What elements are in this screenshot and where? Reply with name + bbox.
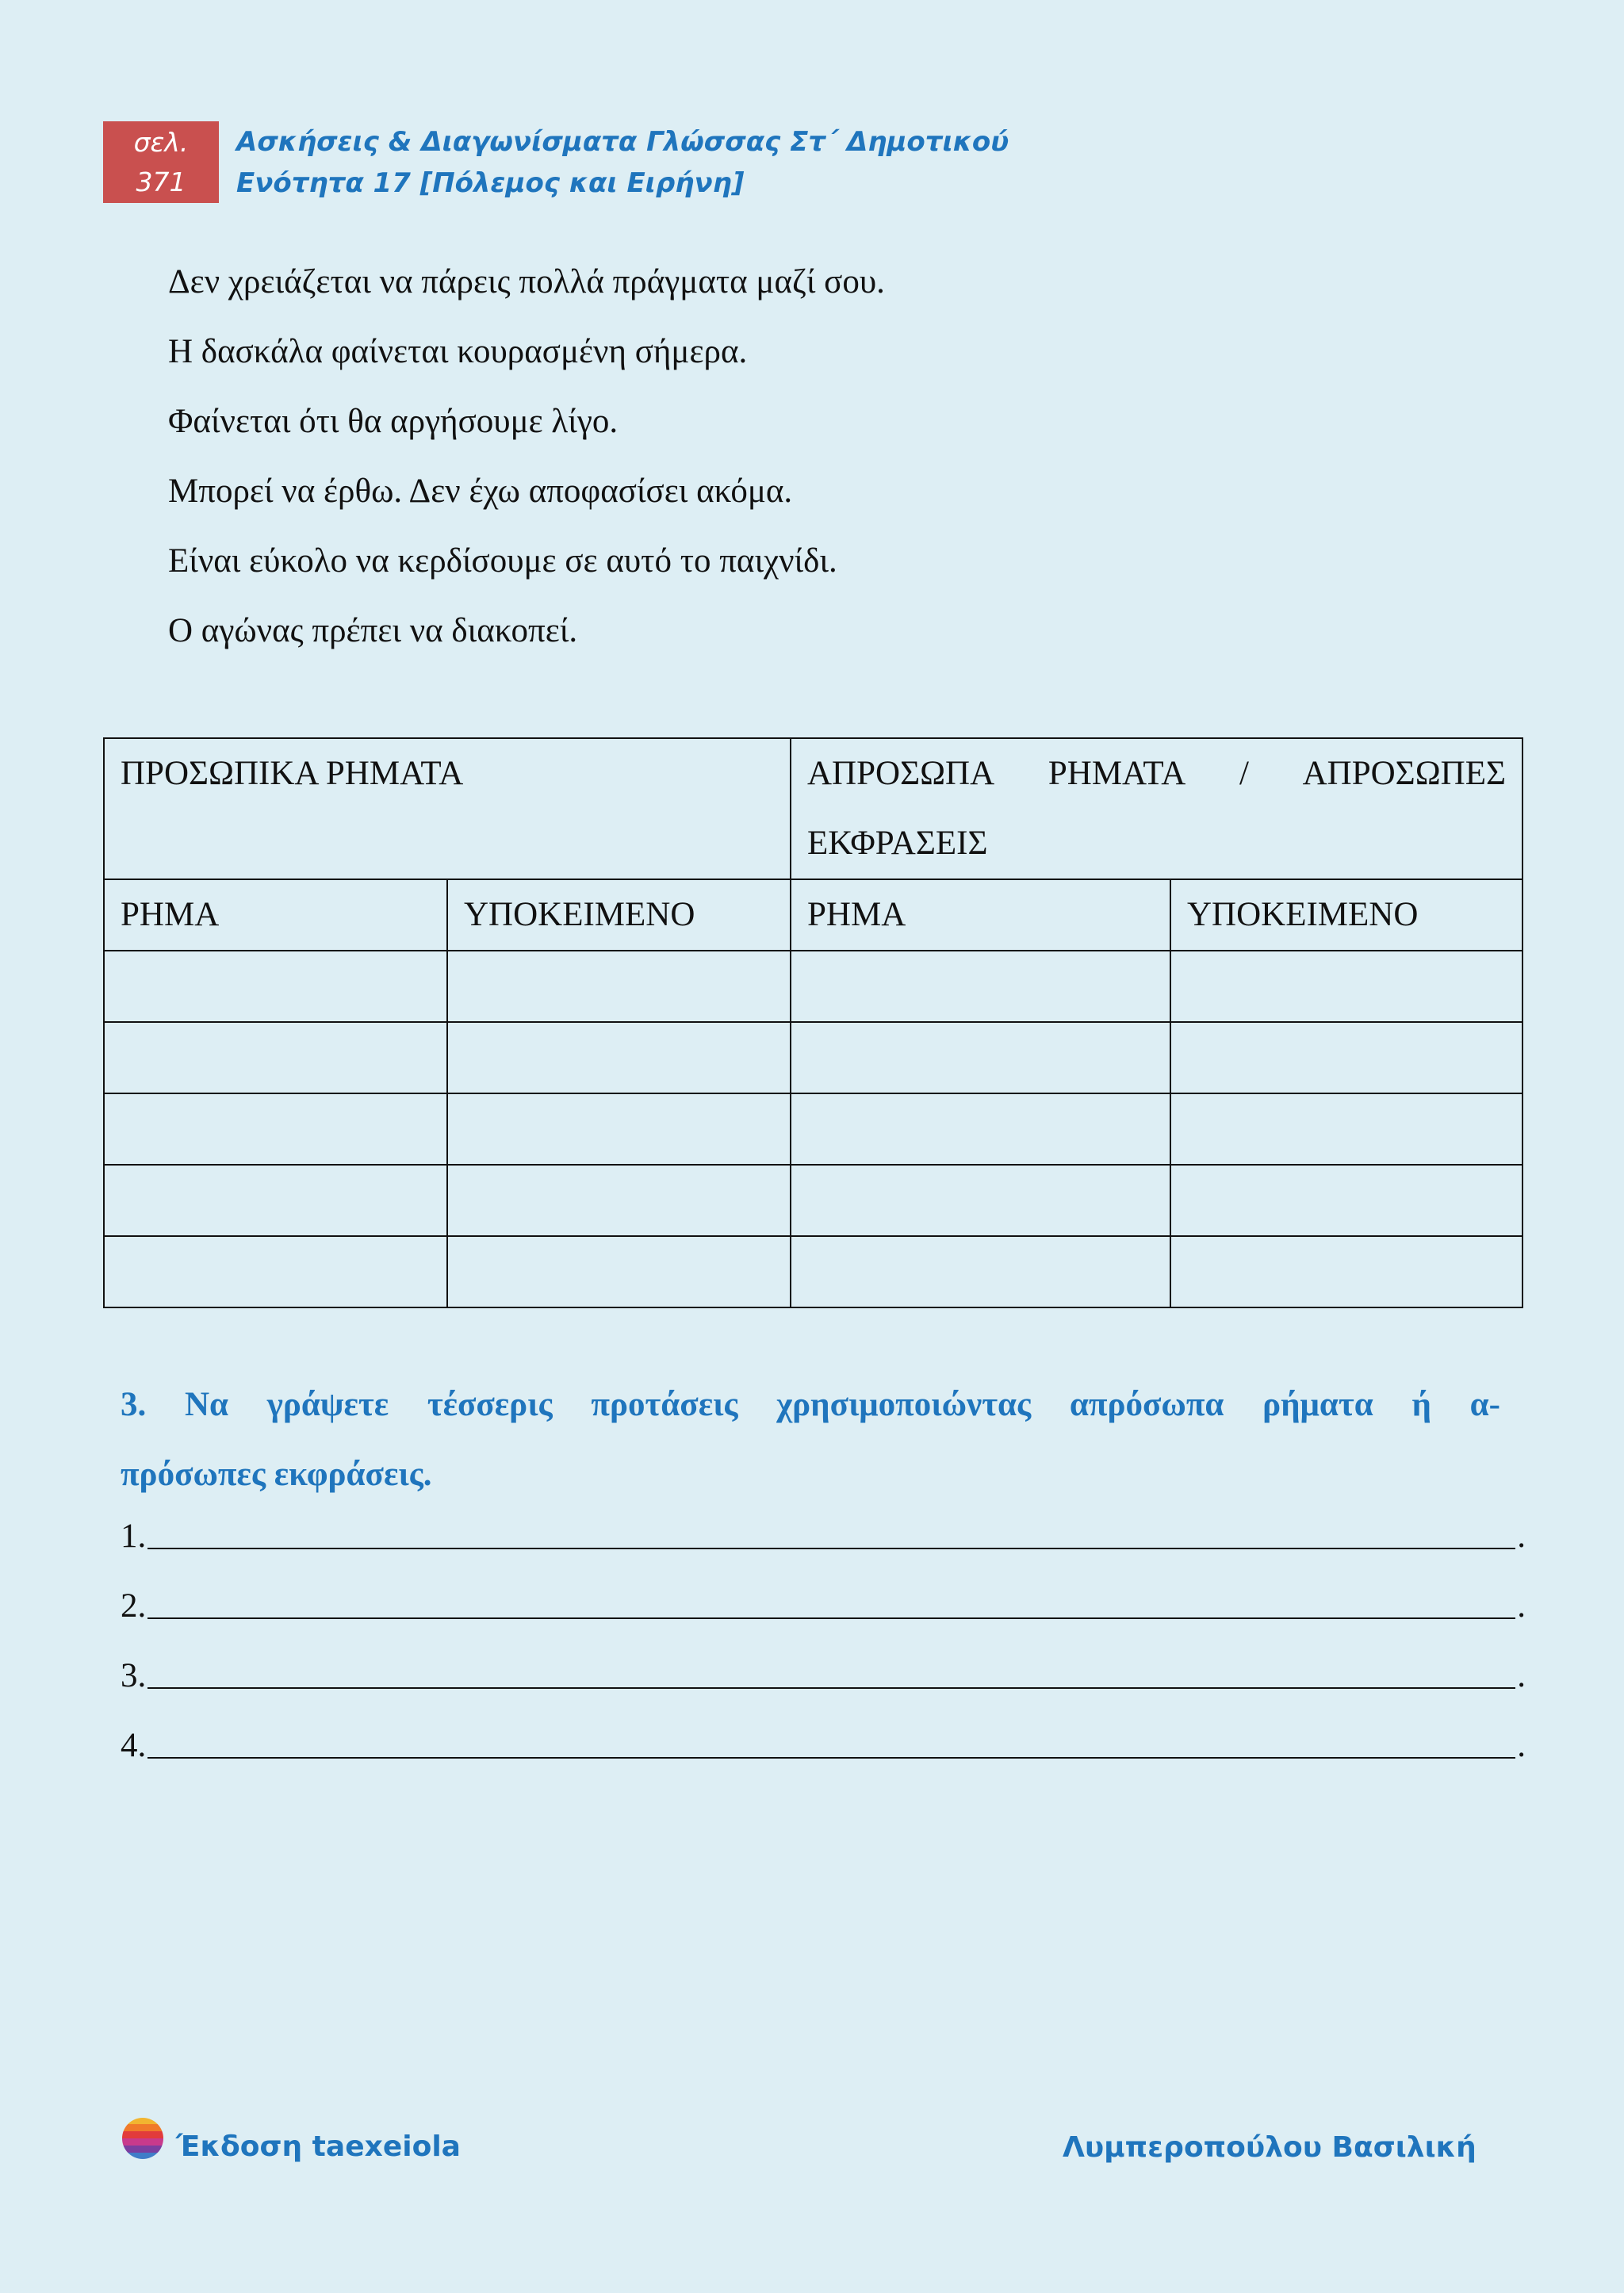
publisher-logo-icon (121, 2116, 165, 2161)
column-verb: ΡΗΜΑ (104, 879, 447, 951)
sentence: Η δασκάλα φαίνεται κουρασμένη σήμερα. (168, 333, 748, 370)
footer-publisher (121, 2113, 461, 2163)
sentence: Ο αγώνας πρέπει να διακοπεί. (168, 612, 578, 649)
answer-end: . (1517, 1657, 1526, 1694)
page-label: σελ. (133, 126, 189, 158)
exercise-sentences (168, 247, 885, 666)
table-cell[interactable] (447, 1093, 791, 1165)
footer-author: Λυμπεροπούλου Βασιλική (1063, 2131, 1477, 2164)
answer-blank[interactable] (147, 1513, 1515, 1549)
publisher-name: Έκδοση taexeiola (176, 2130, 461, 2163)
group-impersonal-verbs (791, 738, 1522, 879)
table-cell[interactable] (791, 951, 1170, 1022)
column-subject: ΥΠΟΚΕΙΜΕΝΟ (1170, 879, 1522, 951)
table-group-header (104, 738, 1522, 879)
exercise-3-prompt-line1: 3. Να γράψετε τέσσερις προτάσεις χρησιμοποιώντας απρόσωπα ρήματα ή α- (121, 1386, 1500, 1423)
answer-line (121, 1583, 1526, 1625)
header-titles (236, 121, 1009, 204)
column-subject: ΥΠΟΚΕΙΜΕΝΟ (447, 879, 791, 951)
answer-line (121, 1722, 1526, 1765)
table-cell[interactable] (104, 1093, 447, 1165)
table-cell[interactable] (1170, 1093, 1522, 1165)
answer-end: . (1517, 1587, 1526, 1625)
table-row (104, 1093, 1522, 1165)
answer-blank[interactable] (147, 1722, 1515, 1759)
table-row (104, 1165, 1522, 1236)
answer-line (121, 1513, 1526, 1556)
sentence: Φαίνεται ότι θα αργήσουμε λίγο. (168, 403, 619, 440)
table-column-header (104, 879, 1522, 951)
book-title: Ασκήσεις & Διαγωνίσματα Γλώσσας Στ΄ Δημοτικού (236, 126, 1009, 158)
table-cell[interactable] (447, 1022, 791, 1093)
unit-title: Ενότητα 17 [Πόλεμος και Ειρήνη] (236, 167, 745, 199)
table-cell[interactable] (447, 1165, 791, 1236)
answer-number: 2. (121, 1587, 147, 1625)
page-number: 371 (136, 166, 186, 197)
sentence: Είναι εύκολο να κερδίσουμε σε αυτό το παιχνίδι. (168, 542, 837, 580)
answer-end: . (1517, 1727, 1526, 1764)
table-cell[interactable] (791, 1165, 1170, 1236)
verbs-table (103, 737, 1523, 1308)
table-cell[interactable] (104, 1022, 447, 1093)
exercise-3-prompt-line2: πρόσωπες εκφράσεις. (121, 1456, 432, 1493)
answer-number: 4. (121, 1727, 147, 1764)
exercise-3-prompt (121, 1370, 1500, 1510)
group-impersonal-line2: ΕΚΦΡΑΣΕΙΣ (807, 825, 988, 862)
table-row (104, 951, 1522, 1022)
table-cell[interactable] (791, 1093, 1170, 1165)
page-number-badge (103, 121, 219, 203)
table-cell[interactable] (791, 1236, 1170, 1307)
table-cell[interactable] (1170, 1022, 1522, 1093)
table-cell[interactable] (104, 1165, 447, 1236)
table-row (104, 1022, 1522, 1093)
answer-blank[interactable] (147, 1583, 1515, 1619)
table-cell[interactable] (1170, 951, 1522, 1022)
answer-line (121, 1652, 1526, 1695)
sentence: Δεν χρειάζεται να πάρεις πολλά πράγματα μαζί σου. (168, 263, 885, 301)
table-cell[interactable] (104, 1236, 447, 1307)
table-cell[interactable] (447, 1236, 791, 1307)
sentence: Μπορεί να έρθω. Δεν έχω αποφασίσει ακόμα. (168, 473, 793, 510)
answer-number: 3. (121, 1657, 147, 1694)
answer-end: . (1517, 1518, 1526, 1555)
table-row (104, 1236, 1522, 1307)
table-cell[interactable] (1170, 1236, 1522, 1307)
table-cell[interactable] (104, 951, 447, 1022)
table-cell[interactable] (447, 951, 791, 1022)
answer-blank[interactable] (147, 1652, 1515, 1689)
table-cell[interactable] (791, 1022, 1170, 1093)
table-cell[interactable] (1170, 1165, 1522, 1236)
group-personal-verbs: ΠΡΟΣΩΠΙΚΑ ΡΗΜΑΤΑ (104, 738, 791, 879)
column-verb: ΡΗΜΑ (791, 879, 1170, 951)
group-impersonal-line1: ΑΠΡΟΣΩΠΑ ΡΗΜΑΤΑ / ΑΠΡΟΣΩΠΕΣ (807, 755, 1506, 792)
answer-number: 1. (121, 1518, 147, 1555)
